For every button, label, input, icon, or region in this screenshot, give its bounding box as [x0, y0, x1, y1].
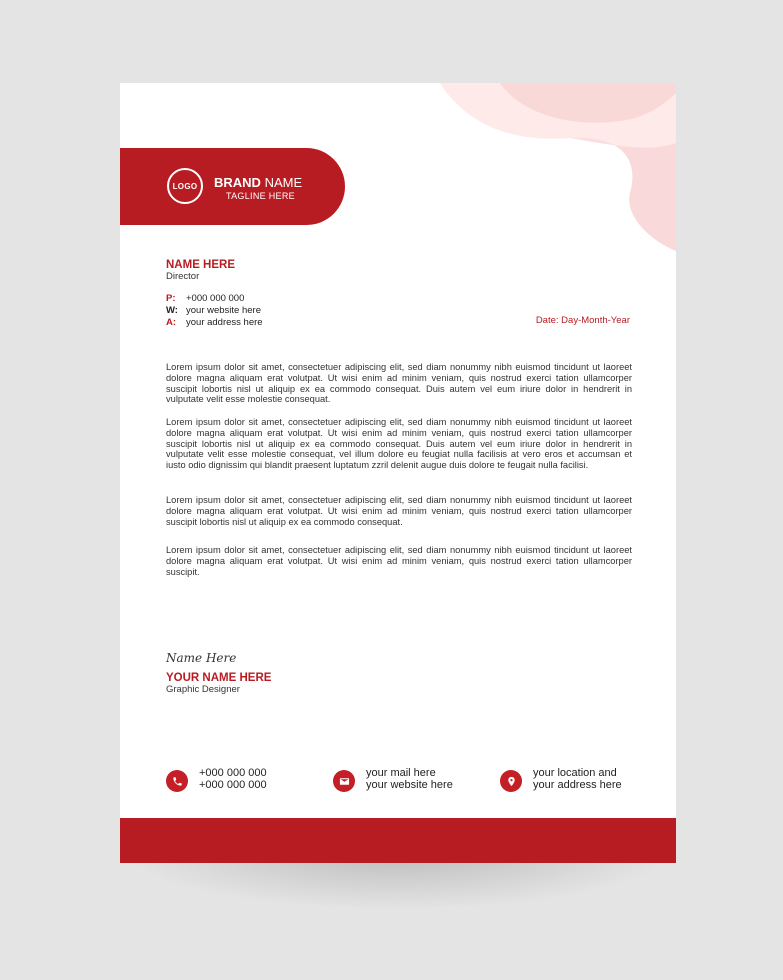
body-paragraph: Lorem ipsum dolor sit amet, consectetuer adipiscing elit, sed diam nonummy nibh euismod tincidunt ut laoreet dolore magna aliquam erat volutpat. Ut wisi enim ad minim veniam, quis nostrud exerci tation ullamcorper suscipit.: [166, 545, 632, 577]
brand-header: [120, 148, 345, 225]
body-paragraph: Lorem ipsum dolor sit amet, consectetuer adipiscing elit, sed diam nonummy nibh euismod tincidunt ut laoreet dolore magna aliquam erat volutpat. Ut wisi enim ad minim veniam, quis nostrud exerci tation ullamcorper suscipit lobortis nisl ut aliquip ex ea commodo consequat. Duis autem vel eum iriure dolor in hendrerit in vulputate velit esse molestie consequat, vel illum dolore eu feugiat nulla facilisis at vero eros et accumsan et iusto odio dignissim qui blandit praesent luptatum zzril delenit augue duis dolore te feugait nulla facilisi.: [166, 417, 632, 471]
footer-bar: [120, 818, 676, 863]
brand-name: BRAND NAME: [214, 175, 303, 190]
footer-mail-text: your mail here your website here: [366, 767, 453, 791]
brand-tagline: TAGLINE HERE: [226, 191, 295, 201]
body-paragraph: Lorem ipsum dolor sit amet, consectetuer adipiscing elit, sed diam nonummy nibh euismod tincidunt ut laoreet dolore magna aliquam erat volutpat. Ut wisi enim ad minim veniam, quis nostrud exerci tation ullamcorper suscipit lobortis nisl ut aliquip ex ea commodo consequat. Duis autem vel eum iriure dolor in hendrerit in vulputate velit esse molestie consequat.: [166, 362, 632, 405]
mail-icon: [333, 770, 355, 792]
handwritten-signature: Name Here: [166, 651, 237, 665]
footer-location-text: your location and your address here: [533, 767, 622, 791]
logo: LOGO: [167, 168, 203, 204]
location-pin-icon: [500, 770, 522, 792]
signatory-role: Graphic Designer: [166, 684, 240, 695]
sender-phone: P: +000 000 000: [166, 293, 245, 304]
sender-title: Director: [166, 271, 200, 282]
sender-address: A: your address here: [166, 317, 263, 328]
date-line: Date: Day-Month-Year: [535, 315, 630, 326]
signatory-name: YOUR NAME HERE: [166, 672, 272, 684]
letterhead-page: [120, 83, 676, 863]
body-paragraph: Lorem ipsum dolor sit amet, consectetuer adipiscing elit, sed diam nonummy nibh euismod tincidunt ut laoreet dolore magna aliquam erat volutpat. Ut wisi enim ad minim veniam, quis nostrud exerci tation ullamcorper suscipit lobortis nisl ut aliquip ex ea commodo consequat.: [166, 495, 632, 527]
sender-name: NAME HERE: [166, 259, 236, 271]
footer-phone-text: +000 000 000 +000 000 000: [199, 767, 267, 791]
sender-website: W: your website here: [166, 305, 261, 316]
phone-icon: [166, 770, 188, 792]
